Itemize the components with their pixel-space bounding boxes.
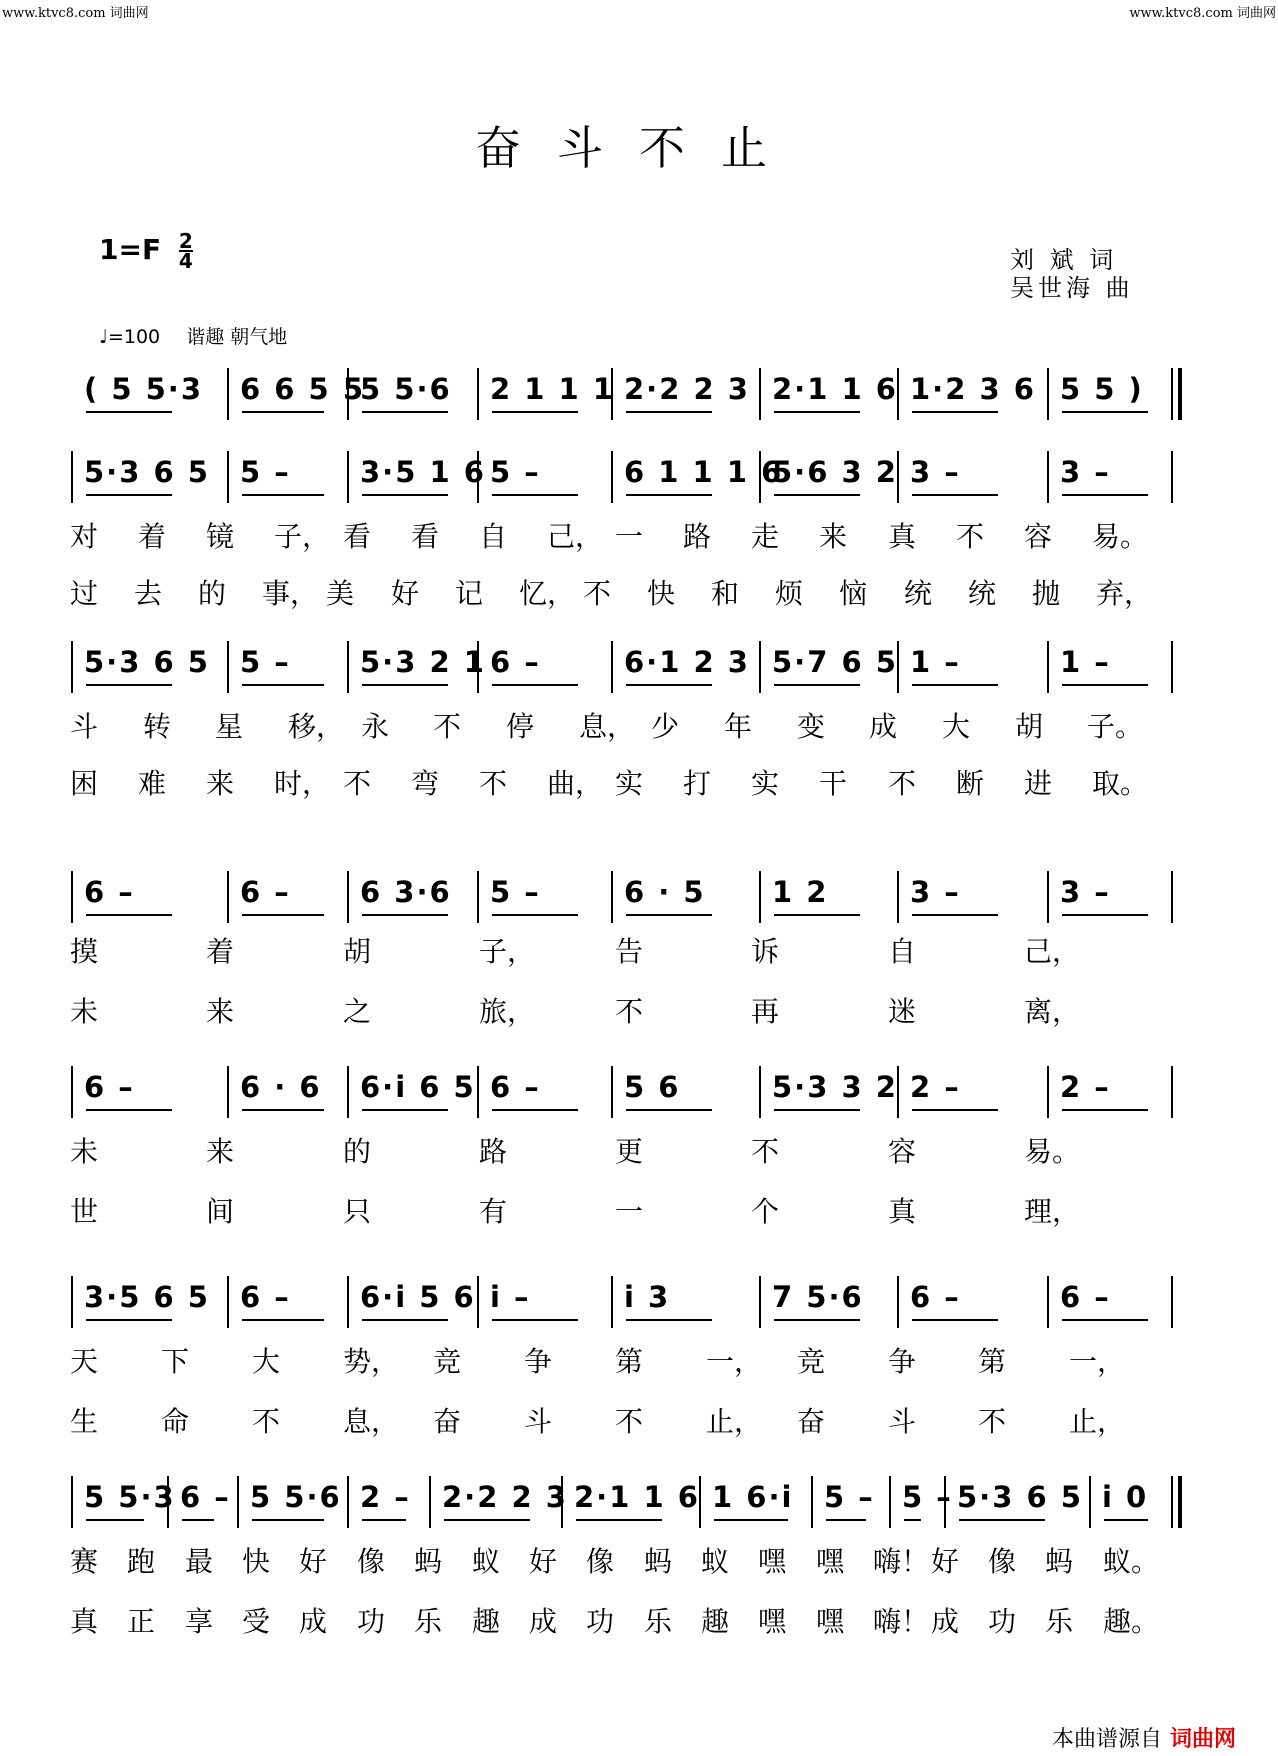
lyric-char: 迷 [888,995,917,1028]
measure-notes: i – [490,1280,531,1314]
lyricist-credit: 刘 斌 词 [1010,246,1118,274]
measure-notes: 6 – [84,875,135,909]
lyric-char: 成 [931,1605,960,1638]
lyric-char: 离， [1024,995,1081,1028]
lyric-char: 不 [615,1405,644,1438]
lyric-char: 竞 [797,1345,826,1378]
measure-notes: 5·3 6 5 [84,645,210,679]
measure-notes: 5 – [824,1480,875,1514]
measure-notes: 5 5 ) [1060,372,1144,406]
measure-notes: 3·5 1 6 [360,455,486,489]
lyric-char: 统 [968,577,997,610]
measure-notes: 6 – [240,1280,291,1314]
lyric-char: 胡 [343,935,372,968]
lyric-char: 理， [1024,1195,1081,1228]
lyric-char: 过 [70,577,99,610]
lyric-char: 趣 [701,1605,730,1638]
lyric-char: 镜 [206,520,235,553]
measure-notes: 1 2 [772,875,829,909]
measure-notes: i 3 [624,1280,671,1314]
time-signature-bottom: 4 [178,249,193,273]
lyric-char: 旅， [479,995,536,1028]
lyric-char: 更 [615,1135,644,1168]
lyric-char: 像 [988,1545,1017,1578]
lyric-char: 一， [1069,1345,1126,1378]
measure-notes: 6 – [910,1280,961,1314]
lyric-char: 断 [956,767,985,800]
measure-notes: 1·2 3 6 [910,372,1036,406]
measure-notes: 5 – [240,645,291,679]
song-title: 奋斗不止 [475,121,803,175]
footer [1052,1722,1236,1753]
lyric-char: 乐 [1045,1605,1074,1638]
measure-notes: 6 – [84,1070,135,1104]
lyric-char: 乐 [414,1605,443,1638]
measure-notes: 5 – [490,875,541,909]
lyric-char: 诉 [751,935,780,968]
tempo-value: ♩=100 [99,326,161,348]
lyric-char: 正 [127,1605,156,1638]
lyric-char: 年 [724,710,753,743]
lyric-char: 一 [615,1195,644,1228]
lyric-char: 奋 [797,1405,826,1438]
measure-notes: 2 – [360,1480,411,1514]
lyric-char: 看 [411,520,440,553]
lyric-char: 打 [683,767,712,800]
lyric-char: 嘿 [816,1605,845,1638]
lyric-char: 功 [586,1605,615,1638]
lyric-char: 奋 [433,1405,462,1438]
lyric-char: 享 [185,1605,214,1638]
measure-notes: 5 – [240,455,291,489]
lyric-char: 蚁 [701,1545,730,1578]
lyric-char: 乐 [644,1605,673,1638]
lyric-char: 不 [252,1405,281,1438]
lyric-char: 烦 [775,577,804,610]
footer-text: 本曲谱源自 [1052,1727,1163,1752]
measure-notes: 3 – [910,455,961,489]
lyric-char: 受 [242,1605,271,1638]
lyric-char: 己， [547,520,604,553]
lyric-char: 摸 [70,935,99,968]
lyric-char: 生 [70,1405,99,1438]
measure-notes: 3·5 6 5 [84,1280,210,1314]
lyric-char: 势， [343,1345,400,1378]
lyric-char: 变 [797,710,826,743]
measure-notes: 6 · 6 [240,1070,322,1104]
lyric-char: 易。 [1092,520,1149,553]
lyric-char: 大 [942,710,971,743]
lyric-char: 不 [343,767,372,800]
measure-notes: 6 – [240,875,291,909]
lyric-char: 蚂 [414,1545,443,1578]
lyric-char: 着 [138,520,167,553]
lyric-char: 转 [143,710,172,743]
lyric-char: 争 [524,1345,553,1378]
lyric-char: 的 [343,1135,372,1168]
measure-notes: 6 – [1060,1280,1111,1314]
lyric-char: 功 [988,1605,1017,1638]
measure-notes: 5 5·3 [84,1480,176,1514]
lyric-char: 记 [455,577,484,610]
lyric-char: 对 [70,520,99,553]
lyric-char: 不 [956,520,985,553]
lyric-char: 个 [751,1195,780,1228]
lyric-char: 抛 [1032,577,1061,610]
measure-notes: i 0 [1102,1480,1149,1514]
lyric-char: 时， [274,767,331,800]
time-signature-top: 2 [178,229,193,253]
lyric-char: 息， [579,710,636,743]
measure-notes: 6 – [180,1480,231,1514]
lyric-char: 好 [299,1545,328,1578]
lyric-char: 难 [138,767,167,800]
lyric-char: 少 [651,710,680,743]
lyric-char: 不 [888,767,917,800]
lyric-char: 路 [683,520,712,553]
lyric-char: 止， [706,1405,763,1438]
lyric-char: 己， [1024,935,1081,968]
lyric-char: 蚁 [472,1545,501,1578]
lyric-char: 路 [479,1135,508,1168]
lyric-char: 的 [198,577,227,610]
measure-notes: 5 5·6 [250,1480,342,1514]
lyric-char: 嗨！ [873,1605,930,1638]
measure-notes: 2·2 2 3 [624,372,750,406]
lyric-char: 去 [134,577,163,610]
measure-notes: 5·7 6 5 [772,645,898,679]
lyric-char: 干 [819,767,848,800]
lyric-char: 不 [978,1405,1007,1438]
lyric-char: 真 [70,1605,99,1638]
lyric-char: 子。 [1087,710,1144,743]
lyric-char: 趣。 [1103,1605,1160,1638]
lyric-char: 嗨！ [873,1545,930,1578]
footer-site: 词曲网 [1170,1727,1237,1752]
measure-notes: 2·1 1 6 [574,1480,700,1514]
lyric-char: 实 [615,767,644,800]
lyric-char: 困 [70,767,99,800]
lyric-char: 进 [1024,767,1053,800]
lyric-char: 着 [206,935,235,968]
lyric-char: 斗 [70,710,99,743]
lyric-char: 快 [647,577,676,610]
lyric-char: 第 [615,1345,644,1378]
measure-notes: 5 – [902,1480,953,1514]
measure-notes: 1 6·i [712,1480,794,1514]
watermark-left: www.ktvc8.com 词曲网 [2,6,149,21]
lyric-char: 移， [288,710,345,743]
lyric-char: 和 [711,577,740,610]
lyric-char: 容 [1024,520,1053,553]
measure-notes: 3 – [910,875,961,909]
lyric-char: 弯 [411,767,440,800]
lyric-char: 来 [206,995,235,1028]
lyric-char: 一， [706,1345,763,1378]
lyric-char: 易。 [1024,1135,1081,1168]
lyric-char: 有 [479,1195,508,1228]
lyric-char: 恼 [839,577,868,610]
lyric-char: 大 [252,1345,281,1378]
lyric-char: 忆， [519,577,576,610]
lyric-char: 成 [869,710,898,743]
lyric-char: 止， [1069,1405,1126,1438]
lyric-char: 赛 [70,1545,99,1578]
lyric-char: 下 [161,1345,190,1378]
measure-notes: 6·i 5 6 [360,1280,476,1314]
lyric-char: 真 [888,520,917,553]
lyric-char: 再 [751,995,780,1028]
measure-notes: 5·3 3 2 [772,1070,898,1104]
lyric-char: 第 [978,1345,1007,1378]
measure-notes: 5·6 3 2 [772,455,898,489]
lyric-char: 胡 [1015,710,1044,743]
lyric-char: 嘿 [816,1545,845,1578]
lyric-char: 不 [751,1135,780,1168]
lyric-char: 功 [357,1605,386,1638]
measure-notes: 6 · 5 [624,875,706,909]
lyric-char: 来 [819,520,848,553]
measure-notes: 6 3·6 [360,875,452,909]
measure-notes: 5 – [490,455,541,489]
lyric-char: 天 [70,1345,99,1378]
lyric-char: 争 [888,1345,917,1378]
measure-notes: 2 – [910,1070,961,1104]
lyric-char: 像 [586,1545,615,1578]
lyric-char: 好 [529,1545,558,1578]
measure-notes: 2·2 2 3 [442,1480,568,1514]
lyric-char: 好 [391,577,420,610]
lyric-char: 星 [215,710,244,743]
measure-notes: 5 5·6 [360,372,452,406]
expression-marking: 谐趣 朝气地 [186,326,288,348]
lyric-char: 间 [206,1195,235,1228]
lyric-char: 取。 [1092,767,1149,800]
measure-notes: 3 – [1060,875,1111,909]
key-signature-text: 1=F [99,233,162,266]
lyric-char: 自 [888,935,917,968]
lyric-char: 蚁。 [1103,1545,1160,1578]
measure-notes: 2 – [1060,1070,1111,1104]
lyric-char: 真 [888,1195,917,1228]
lyric-char: 子， [479,935,536,968]
lyric-char: 未 [70,995,99,1028]
lyric-char: 统 [904,577,933,610]
measure-notes: 6·i 6 5 [360,1070,476,1104]
lyric-char: 告 [615,935,644,968]
lyric-char: 跑 [127,1545,156,1578]
measure-notes: 5·3 6 5 [84,455,210,489]
lyric-char: 斗 [524,1405,553,1438]
lyric-char: 实 [751,767,780,800]
lyric-char: 不 [479,767,508,800]
lyric-char: 子， [274,520,331,553]
lyric-char: 嘿 [758,1545,787,1578]
lyric-char: 快 [242,1545,271,1578]
lyric-char: 斗 [888,1405,917,1438]
lyric-char: 像 [357,1545,386,1578]
measure-notes: 5·3 6 5 [957,1480,1083,1514]
measure-notes: 3 – [1060,455,1111,489]
measure-notes: 6·1 2 3 [624,645,750,679]
lyric-char: 看 [343,520,372,553]
lyric-char: 来 [206,767,235,800]
measure-notes: 5 6 [624,1070,681,1104]
measure-notes: 5·3 2 1 [360,645,486,679]
lyric-char: 嘿 [758,1605,787,1638]
lyric-char: 美 [326,577,355,610]
lyric-char: 之 [343,995,372,1028]
lyric-char: 事， [262,577,319,610]
lyric-char: 竞 [433,1345,462,1378]
lyric-char: 来 [206,1135,235,1168]
measure-notes: 2 1 1 1 [490,372,616,406]
measure-notes: 6 – [490,1070,541,1104]
lyric-char: 成 [529,1605,558,1638]
lyric-char: 最 [185,1545,214,1578]
lyric-char: 蚂 [1045,1545,1074,1578]
lyric-char: 不 [615,995,644,1028]
measure-notes: 6 – [490,645,541,679]
lyric-char: 容 [888,1135,917,1168]
composer-credit: 吴世海 曲 [1010,274,1134,302]
measure-notes: 1 – [1060,645,1111,679]
lyric-char: 未 [70,1135,99,1168]
lyric-char: 只 [343,1195,372,1228]
measure-notes: 6 1 1 1 6 [624,455,784,489]
measure-notes: 7 5·6 [772,1280,864,1314]
lyric-char: 息， [343,1405,400,1438]
lyric-char: 成 [299,1605,328,1638]
lyric-char: 走 [751,520,780,553]
lyric-char: 趣 [472,1605,501,1638]
lyric-char: 命 [161,1405,190,1438]
measure-notes: 2·1 1 6 [772,372,898,406]
lyric-char: 世 [70,1195,99,1228]
lyric-char: 曲， [547,767,604,800]
lyric-char: 好 [931,1545,960,1578]
lyric-char: 不 [583,577,612,610]
measure-notes: 1 – [910,645,961,679]
measure-notes: 6 6 5 5 [240,372,366,406]
lyric-char: 永 [361,710,390,743]
watermark-right: www.ktvc8.com 词曲网 [1129,6,1276,21]
lyric-char: 一 [615,520,644,553]
lyric-char: 自 [479,520,508,553]
measure-notes: ( 5 5·3 [84,372,203,406]
lyric-char: 停 [506,710,535,743]
lyric-char: 蚂 [644,1545,673,1578]
lyric-char: 弃， [1096,577,1153,610]
lyric-char: 不 [433,710,462,743]
